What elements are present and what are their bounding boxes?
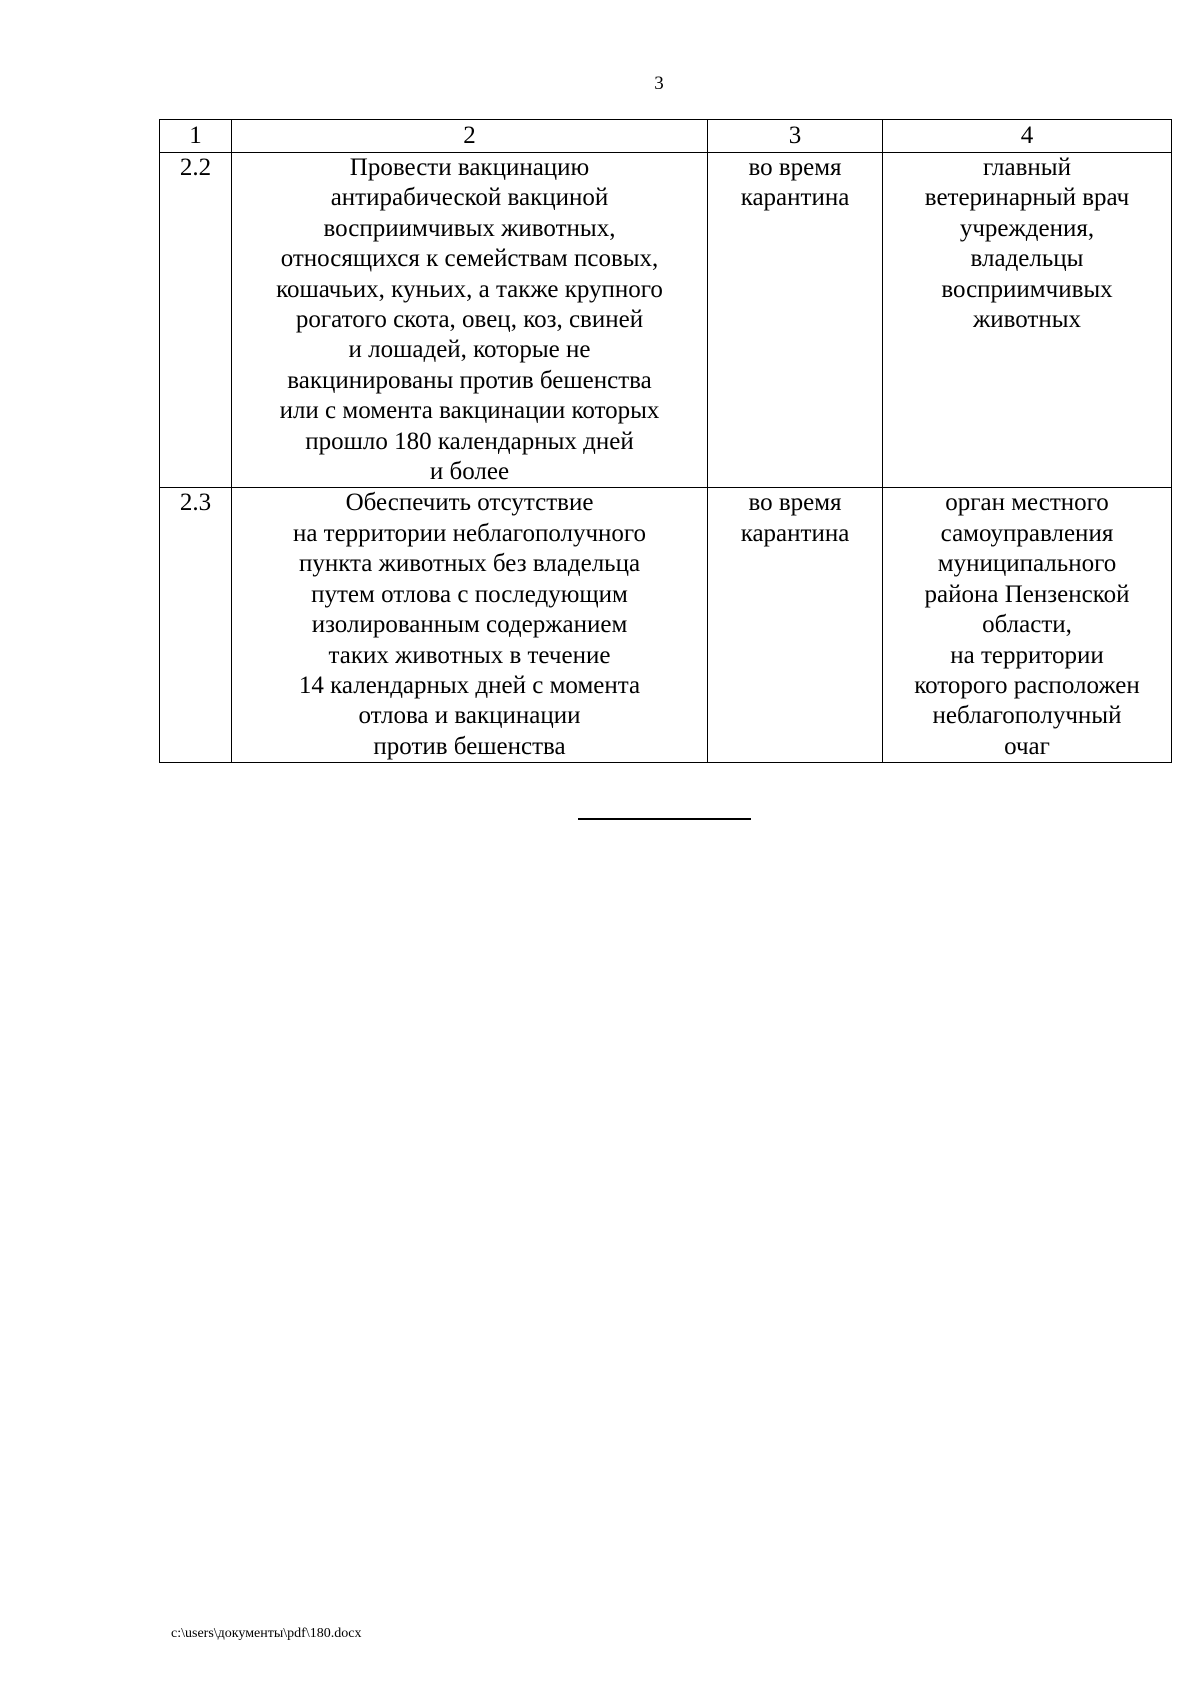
row-number-cell [160,153,232,488]
action-line: восприимчивых животных, [323,214,616,242]
responsible-line: на территории [950,641,1104,669]
row-number-cell [160,488,232,763]
responsible-line: учреждения, [959,214,1095,242]
term-line: во время [748,154,842,181]
footer-file-path: c:\users\документы\pdf\180.docx [171,1626,362,1641]
action-line: изолированным содержанием [311,611,628,639]
action-line: антирабической вакциной [330,184,609,212]
term-line: карантина [740,184,850,212]
header-cell-3: 3 [708,120,883,153]
action-line: или с момента вакцинации которых [279,397,660,425]
responsible-cell [883,488,1172,763]
responsible-line: района Пензенской [924,580,1130,608]
action-line: против бешенства [373,732,566,760]
row-number: 2.3 [179,489,212,517]
responsible-line: самоуправления [940,519,1114,547]
table-row [160,488,1172,763]
term-cell [708,153,883,488]
end-of-document-line [578,818,751,820]
responsible-line: ветеринарный врач [924,184,1130,212]
responsible-line: восприимчивых [941,275,1113,303]
responsible-line: муниципального [937,550,1117,578]
responsible-line: животных [972,306,1082,334]
header-cell-1: 1 [160,120,232,153]
action-line: вакцинированы против бешенства [287,366,652,394]
action-line: и лошадей, которые не [348,336,591,364]
action-line: и более [429,458,510,486]
action-line: путем отлова с последующим [311,580,628,608]
table-row [160,153,1172,488]
action-line: 14 календарных дней с момента [298,671,641,699]
row-number: 2.2 [179,154,212,181]
responsible-line: владельцы [970,245,1084,273]
responsible-line: главный [983,154,1071,181]
responsible-cell [883,153,1172,488]
responsible-line: очаг [1004,732,1050,760]
action-line: Провести вакцинацию [349,154,590,181]
action-line: Обеспечить отсутствие [345,489,594,517]
action-line: рогатого скота, овец, коз, свиней [295,306,644,334]
action-cell [232,153,708,488]
page-number: 3 [654,73,664,94]
action-line: пункта животных без владельца [298,550,641,578]
term-line: карантина [740,519,850,547]
responsible-line: которого расположен [914,671,1140,699]
action-line: отлова и вакцинации [358,702,581,730]
measures-table [159,119,1172,763]
header-cell-2: 2 [232,120,708,153]
responsible-line: орган местного [945,489,1109,517]
term-line: во время [748,489,842,517]
responsible-line: неблагополучный [932,702,1122,730]
action-line: относящихся к семействам псовых, [280,245,659,273]
action-line: кошачьих, куньих, а также крупного [276,275,663,303]
action-line: на территории неблагополучного [292,519,647,547]
table-header-row [160,120,1172,153]
action-line: прошло 180 календарных дней [305,427,634,455]
term-cell [708,488,883,763]
action-line: таких животных в течение [328,641,611,669]
action-cell [232,488,708,763]
header-cell-4: 4 [883,120,1172,153]
responsible-line: области, [982,611,1072,639]
